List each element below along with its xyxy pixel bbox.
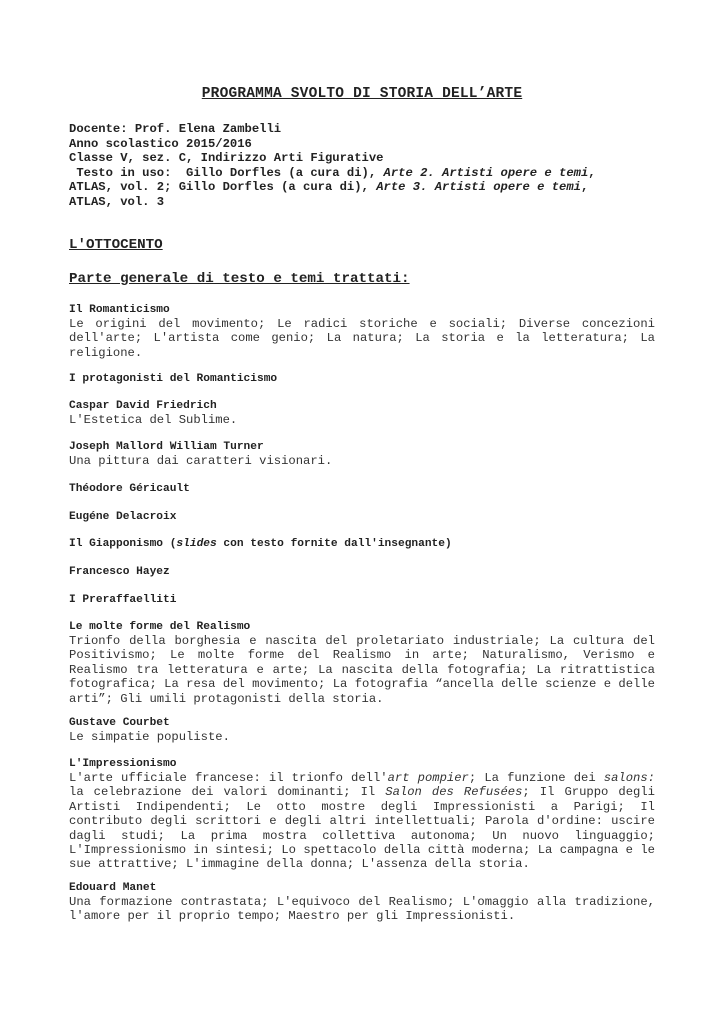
topic-heading (69, 537, 655, 551)
topic-heading: Francesco Hayez (69, 566, 170, 578)
testo-line-3: ATLAS, vol. 3 (69, 195, 165, 209)
topic-heading: Le molte forme del Realismo (69, 621, 251, 633)
topic-hayez (69, 565, 655, 579)
topic-giapponismo (69, 537, 655, 551)
comma: , (580, 180, 589, 195)
topic-body (69, 771, 655, 872)
topic-body: Una pittura dai caratteri visionari. (69, 454, 333, 468)
page-title: PROGRAMMA SVOLTO DI STORIA DELL’ARTE (201, 86, 523, 102)
topic-heading: Edouard Manet (69, 882, 157, 894)
body-part: L'arte ufficiale francese: il trionfo dell' (69, 771, 388, 785)
comma: , (588, 165, 596, 180)
heading-italic: slides (176, 538, 217, 550)
body-part: ; Il Gruppo degli Artisti Indipendenti; Le otto mostre degli Impressionisti a Parigi; Il contributo degli scrittori e degli altri intellettuali; Parola d'ordine: uscire dagli studi; La prima mostra collettiva autonoma; Un nuovo linguaggio; L'Impressionismo in sintesi; Lo spettacolo della città moderna; La campagna e le sue attrattive; L'immagine della donna; L'assenza della storia. (69, 785, 655, 872)
topic-heading: Caspar David Friedrich (69, 400, 217, 412)
testo-line-2 (69, 180, 669, 195)
topic-body: L'Estetica del Sublime. (69, 413, 238, 427)
topic-body: Le simpatie populiste. (69, 730, 230, 744)
topic-friedrich (69, 399, 655, 427)
topic-preraffaelliti (69, 593, 655, 607)
heading-part: con testo fornite dall'insegnante) (216, 538, 452, 550)
topic-heading: Joseph Mallord William Turner (69, 441, 264, 453)
book-title-arte-3: Arte 3. Artisti opere e temi (376, 180, 581, 195)
heading-part: Il Giapponismo ( (69, 538, 177, 550)
topic-heading: I protagonisti del Romanticismo (69, 373, 278, 385)
topic-heading: Il Romanticismo (69, 304, 170, 316)
topic-manet (69, 881, 655, 924)
topic-realismo (69, 620, 655, 706)
topic-heading: I Preraffaelliti (69, 594, 177, 606)
topic-heading: Eugéne Delacroix (69, 511, 177, 523)
topic-gericault (69, 482, 655, 496)
body-italic: salons: (603, 771, 655, 785)
topic-heading: Gustave Courbet (69, 717, 170, 729)
docente-line: Docente: Prof. Elena Zambelli (69, 122, 282, 136)
subsection-colon: : (401, 271, 410, 287)
topic-heading: Théodore Géricault (69, 483, 190, 495)
section-title: L'OTTOCENTO (69, 237, 163, 253)
subsection-title-text: Parte generale di testo e temi trattati (69, 271, 402, 287)
topic-heading: L'Impressionismo (69, 758, 177, 770)
topic-delacroix (69, 510, 655, 524)
testo-text: ATLAS, vol. 2; Gillo Dorfles (a cura di), (69, 180, 377, 195)
classe-line: Classe V, sez. C, Indirizzo Arti Figurative (69, 151, 384, 166)
topic-protagonisti (69, 372, 655, 386)
topic-turner (69, 440, 655, 468)
body-italic: art pompier (387, 771, 469, 785)
topic-courbet (69, 716, 655, 744)
testo-line-1 (69, 166, 669, 181)
topic-body: Le origini del movimento; Le radici storiche e sociali; Diverse concezioni dell'arte; L'artista come genio; La natura; La storia e la letteratura; La religione. (69, 317, 655, 360)
testo-text: Testo in uso: Gillo Dorfles (a cura di), (69, 165, 384, 180)
subsection-title (69, 271, 410, 287)
body-part: ; La funzione dei (468, 771, 604, 785)
topic-romanticismo (69, 303, 655, 360)
topic-impressionismo (69, 757, 655, 872)
anno-line: Anno scolastico 2015/2016 (69, 136, 252, 151)
body-part: la celebrazione dei valori dominanti; Il (69, 785, 386, 800)
topic-body: Trionfo della borghesia e nascita del proletariato industriale; La cultura del Positivismo; Le molte forme del Realismo in arte; Naturalismo, Verismo e Realismo tra letteratura e arte; La nascita della fotografia; La ritrattistica fotografica; La resa del movimento; La fotografia “ancella delle scienze e delle arti”; Gli umili protagonisti della storia. (69, 634, 655, 706)
book-title-arte-2: Arte 2. Artisti opere e temi (383, 165, 589, 180)
body-italic: Salon des Refusées (385, 785, 523, 800)
topic-body: Una formazione contrastata; L'equivoco del Realismo; L'omaggio alla tradizione, l'amore per il proprio tempo; Maestro per gli Impressionisti. (69, 895, 655, 924)
